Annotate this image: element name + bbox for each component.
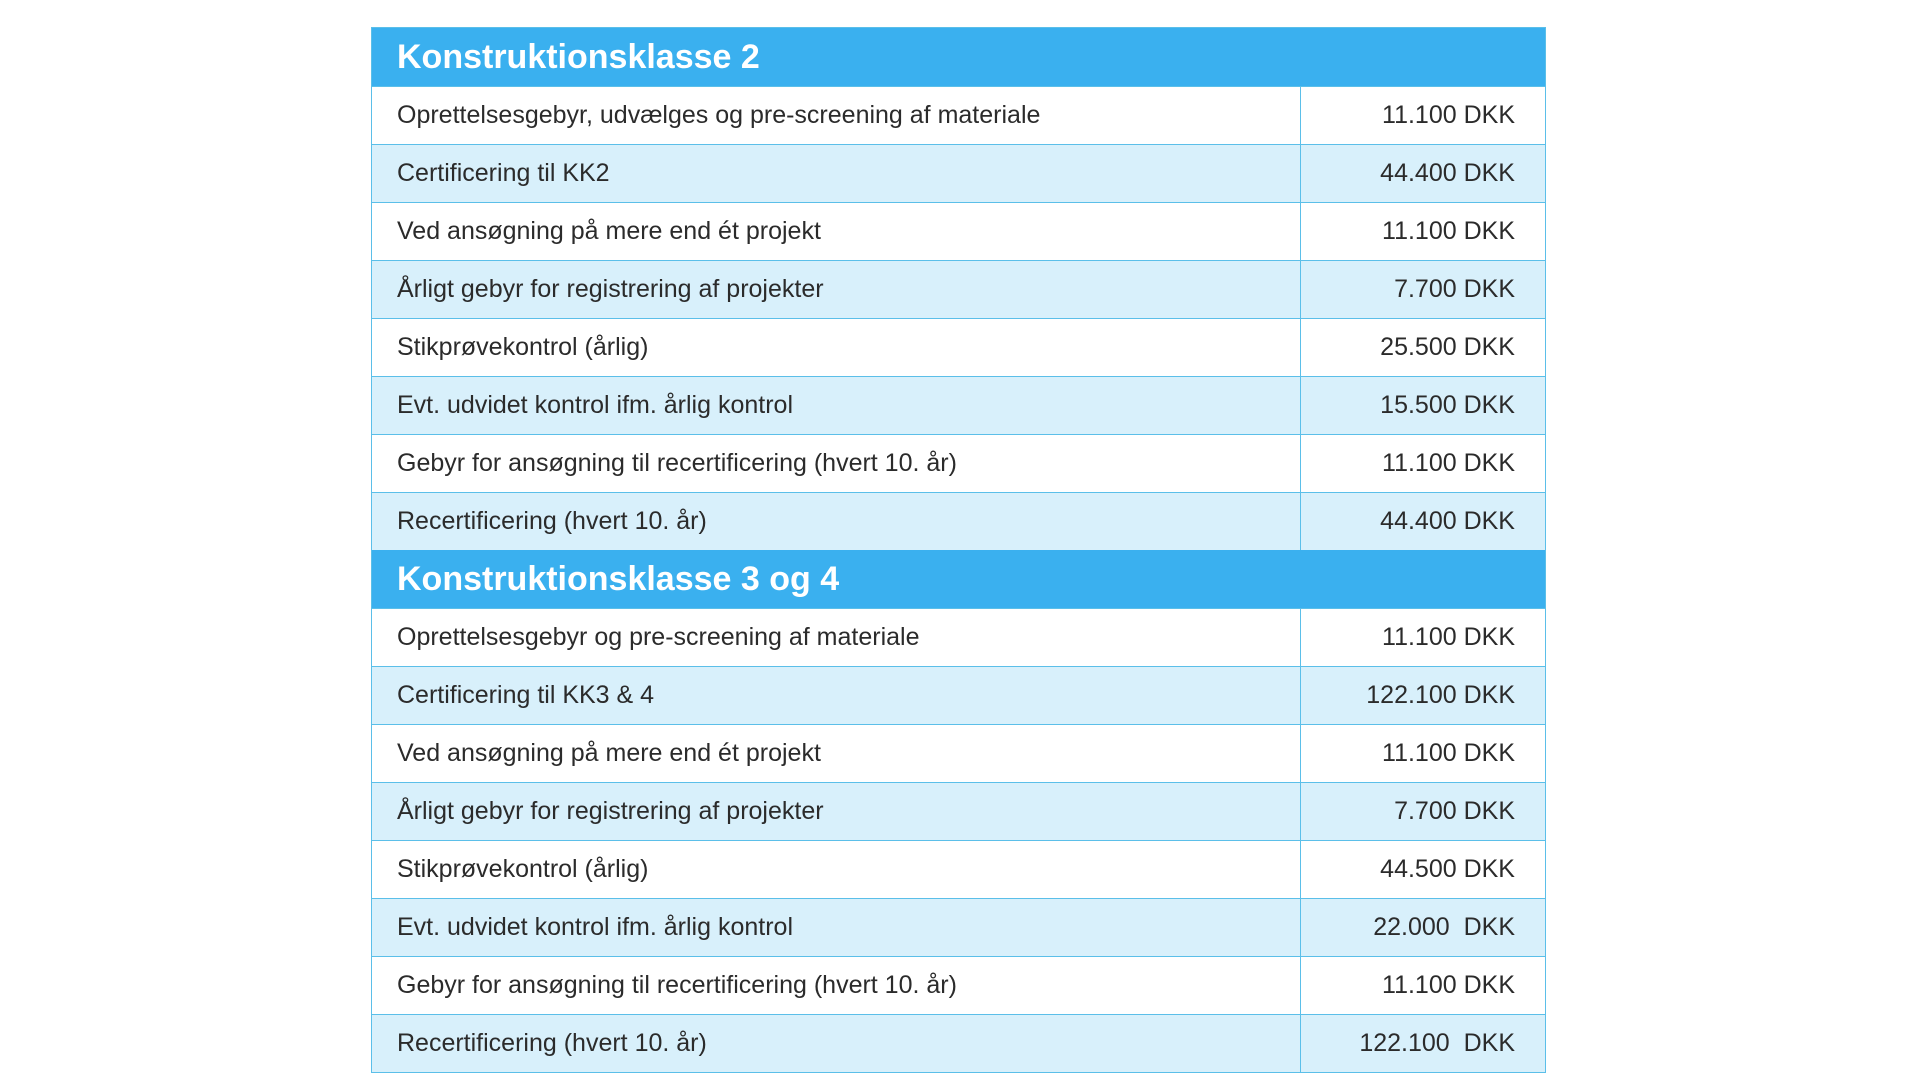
table-row — [372, 260, 1545, 318]
row-label: Stikprøvekontrol (årlig) — [372, 319, 1301, 376]
table-row — [372, 318, 1545, 376]
table-row — [372, 898, 1545, 956]
table-row — [372, 86, 1545, 144]
row-label: Oprettelsesgebyr, udvælges og pre-screening af materiale — [372, 87, 1301, 144]
row-price: 44.500 DKK — [1380, 855, 1515, 883]
table-row — [372, 956, 1545, 1014]
table-row — [372, 724, 1545, 782]
table-row — [372, 202, 1545, 260]
row-label: Gebyr for ansøgning til recertificering (hvert 10. år) — [372, 957, 1301, 1014]
table-row — [372, 1014, 1545, 1072]
row-price: 25.500 DKK — [1380, 333, 1515, 361]
price-table — [371, 27, 1546, 1073]
row-label: Recertificering (hvert 10. år) — [372, 493, 1301, 550]
row-price: 11.100 DKK — [1382, 449, 1515, 477]
row-price: 11.100 DKK — [1382, 217, 1515, 245]
row-price: 7.700 DKK — [1394, 797, 1515, 825]
row-label: Ved ansøgning på mere end ét projekt — [372, 725, 1301, 782]
row-price: 15.500 DKK — [1380, 391, 1515, 419]
row-price: 11.100 DKK — [1382, 623, 1515, 651]
table-row — [372, 666, 1545, 724]
row-label: Årligt gebyr for registrering af projekter — [372, 261, 1301, 318]
table-row — [372, 840, 1545, 898]
row-price: 122.100 DKK — [1359, 1029, 1515, 1057]
row-price: 7.700 DKK — [1394, 275, 1515, 303]
section-header-kk3-4: Konstruktionsklasse 3 og 4 — [372, 550, 1545, 608]
row-label: Recertificering (hvert 10. år) — [372, 1015, 1301, 1072]
table-row — [372, 782, 1545, 840]
row-label: Ved ansøgning på mere end ét projekt — [372, 203, 1301, 260]
row-price: 11.100 DKK — [1382, 971, 1515, 999]
table-row — [372, 492, 1545, 550]
row-label: Stikprøvekontrol (årlig) — [372, 841, 1301, 898]
section-header-kk2: Konstruktionsklasse 2 — [372, 28, 1545, 86]
table-row — [372, 376, 1545, 434]
table-row — [372, 608, 1545, 666]
row-label: Gebyr for ansøgning til recertificering (hvert 10. år) — [372, 435, 1301, 492]
row-price: 11.100 DKK — [1382, 739, 1515, 767]
row-label: Årligt gebyr for registrering af projekter — [372, 783, 1301, 840]
row-label: Evt. udvidet kontrol ifm. årlig kontrol — [372, 377, 1301, 434]
row-label: Certificering til KK2 — [372, 145, 1301, 202]
row-price: 22.000 DKK — [1373, 913, 1515, 941]
row-price: 44.400 DKK — [1380, 159, 1515, 187]
table-row — [372, 434, 1545, 492]
row-price: 11.100 DKK — [1382, 101, 1515, 129]
row-label: Oprettelsesgebyr og pre-screening af materiale — [372, 609, 1301, 666]
row-label: Certificering til KK3 & 4 — [372, 667, 1301, 724]
table-row — [372, 144, 1545, 202]
row-price: 44.400 DKK — [1380, 507, 1515, 535]
row-label: Evt. udvidet kontrol ifm. årlig kontrol — [372, 899, 1301, 956]
row-price: 122.100 DKK — [1366, 681, 1515, 709]
